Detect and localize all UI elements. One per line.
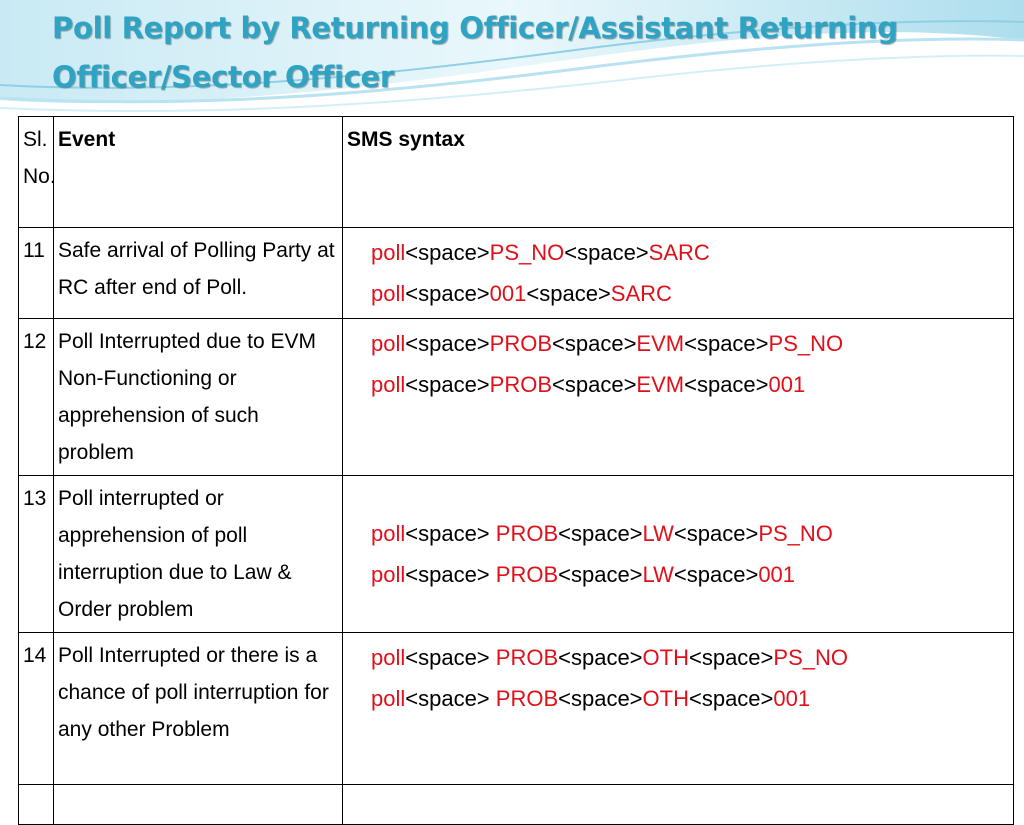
- syntax-separator: <space>: [405, 281, 490, 306]
- syntax-cell: [343, 228, 1014, 319]
- syntax-separator: <space>: [558, 645, 643, 670]
- syntax-separator: <space>: [684, 372, 769, 397]
- syntax-keyword: PROB: [495, 645, 559, 670]
- syntax-separator: <space>: [558, 686, 643, 711]
- event-cell: Poll Interrupted or there is a chance of poll interruption for any other Problem: [54, 633, 343, 785]
- syntax-keyword: 001: [773, 686, 811, 711]
- syntax-keyword: 001: [768, 372, 806, 397]
- table-row-partial: [19, 785, 1014, 825]
- syntax-keyword: LW: [642, 521, 674, 546]
- syntax-keyword: PS_NO: [489, 240, 565, 265]
- syntax-keyword: PROB: [495, 686, 559, 711]
- syntax-separator: <space>: [552, 372, 637, 397]
- syntax-keyword: poll: [371, 645, 406, 670]
- header-event: Event: [54, 117, 343, 228]
- syntax-separator: <space>: [688, 645, 774, 670]
- sms-syntax-line: [371, 554, 1009, 595]
- syntax-keyword: OTH: [642, 686, 689, 711]
- syntax-separator: <space>: [405, 686, 496, 711]
- sms-syntax-line: [371, 637, 1009, 678]
- sms-syntax-line: [371, 273, 1009, 314]
- syntax-cell: [343, 476, 1014, 633]
- syntax-keyword: PROB: [495, 562, 559, 587]
- syntax-separator: <space>: [405, 645, 496, 670]
- syntax-keyword: poll: [371, 686, 406, 711]
- syntax-separator: <space>: [564, 240, 649, 265]
- syntax-keyword: PROB: [489, 372, 553, 397]
- syntax-keyword: PS_NO: [768, 331, 844, 356]
- syntax-keyword: LW: [642, 562, 674, 587]
- table-row: [19, 476, 1014, 633]
- sms-syntax-line: [371, 232, 1009, 273]
- header-sms-syntax: SMS syntax: [343, 117, 1014, 228]
- syntax-keyword: SARC: [648, 240, 710, 265]
- syntax-keyword: PROB: [489, 331, 553, 356]
- sl-no-cell: 13: [19, 476, 54, 633]
- table-row: [19, 633, 1014, 785]
- page-title: Poll Report by Returning Officer/Assistant Returning Officer/Sector Officer: [52, 11, 898, 94]
- syntax-keyword: PS_NO: [758, 521, 833, 546]
- syntax-keyword: poll: [371, 281, 406, 306]
- syntax-keyword: SARC: [610, 281, 672, 306]
- header-sl-no: Sl. No.: [19, 117, 54, 228]
- syntax-keyword: poll: [371, 331, 406, 356]
- syntax-keyword: 001: [489, 281, 527, 306]
- table-row: [19, 228, 1014, 319]
- syntax-separator: <space>: [558, 521, 643, 546]
- sl-no-cell: 12: [19, 319, 54, 476]
- syntax-keyword: poll: [371, 240, 406, 265]
- sms-syntax-line: [371, 513, 1009, 554]
- syntax-separator: <space>: [684, 331, 769, 356]
- syntax-keyword: poll: [371, 562, 406, 587]
- syntax-separator: <space>: [405, 240, 490, 265]
- syntax-separator: <space>: [558, 562, 643, 587]
- event-cell: Poll Interrupted due to EVM Non-Functioning or apprehension of such problem: [54, 319, 343, 476]
- syntax-keyword: PROB: [495, 521, 559, 546]
- syntax-keyword: OTH: [642, 645, 689, 670]
- syntax-keyword: EVM: [636, 372, 685, 397]
- sms-syntax-line: [371, 323, 1009, 364]
- syntax-separator: <space>: [688, 686, 774, 711]
- event-cell: Poll interrupted or apprehension of poll interruption due to Law & Order problem: [54, 476, 343, 633]
- sl-no-cell: 14: [19, 633, 54, 785]
- syntax-cell: [343, 633, 1014, 785]
- syntax-separator: <space>: [673, 521, 759, 546]
- syntax-separator: <space>: [673, 562, 759, 587]
- syntax-cell: [343, 319, 1014, 476]
- syntax-separator: <space>: [405, 372, 490, 397]
- syntax-keyword: 001: [758, 562, 796, 587]
- syntax-separator: <space>: [405, 521, 496, 546]
- sms-syntax-line: [371, 364, 1009, 405]
- syntax-keyword: EVM: [636, 331, 685, 356]
- event-cell: Safe arrival of Polling Party at RC after end of Poll.: [54, 228, 343, 319]
- syntax-separator: <space>: [405, 331, 490, 356]
- table-header-row: [19, 117, 1014, 228]
- sms-syntax-table: [18, 116, 1014, 825]
- syntax-separator: <space>: [526, 281, 611, 306]
- syntax-keyword: poll: [371, 521, 406, 546]
- sl-no-cell: 11: [19, 228, 54, 319]
- syntax-separator: <space>: [552, 331, 637, 356]
- table-row: [19, 319, 1014, 476]
- syntax-separator: <space>: [405, 562, 496, 587]
- syntax-keyword: poll: [371, 372, 406, 397]
- sms-syntax-line: [371, 678, 1009, 719]
- syntax-keyword: PS_NO: [773, 645, 848, 670]
